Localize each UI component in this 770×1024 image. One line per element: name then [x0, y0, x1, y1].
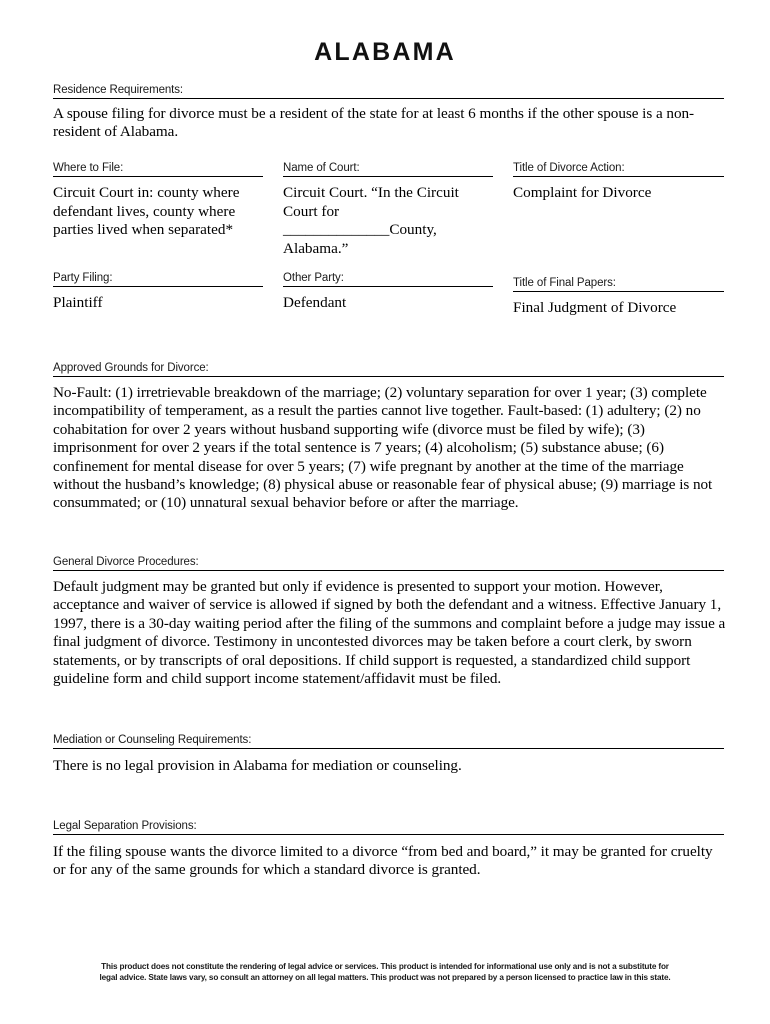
column-header-title-of-divorce-action [513, 162, 724, 177]
section-rule-residence-requirements [53, 98, 724, 99]
section-mediation-header [53, 734, 724, 749]
column-label-party-filing: Party Filing: [53, 272, 113, 284]
column-body-party-filing: Plaintiff [53, 294, 103, 311]
section-body-residence-requirements: A spouse filing for divorce must be a resident of the state for at least 6 months if the other spouse is a non-resident of Alabama. [53, 105, 695, 141]
section-body-approved-grounds: No-Fault: (1) irretrievable breakdown of the marriage; (2) voluntary separation for over 1 year; (3) complete incompatibility of temperament, as a result the parties cannot live together. Fault-based: (1) adultery; (2) no cohabitation for over 2 years without husband supporting wife (divorce must be filed by wife); (3) imprisonment for over 2 years if the total sentence is 7 years; (4) alcoholism; (5) substance abuse; (6) confinement for mental disease for over 5 years; (7) wife pregnant by another at the time of the marriage without the husband’s knowledge; (8) physical abuse or reasonable fear of physical abuse; (9) marriage is not consummated; or (10) unnatural sexual behavior before or after the marriage. [53, 384, 713, 512]
section-legal-separation-header [53, 820, 724, 835]
section-rule-general-procedures [53, 570, 724, 571]
column-rule-other-party [283, 286, 493, 287]
column-body-title-of-divorce-action: Complaint for Divorce [513, 184, 652, 201]
column-header-name-of-court [283, 162, 493, 177]
column-body-title-of-final-papers: Final Judgment of Divorce [513, 299, 677, 316]
section-general-procedures-header [53, 556, 724, 571]
column-title-of-final-papers [513, 277, 724, 318]
column-header-where-to-file [53, 162, 263, 177]
section-label-approved-grounds: Approved Grounds for Divorce: [53, 362, 209, 374]
page-title: ALABAMA [314, 38, 456, 66]
section-rule-approved-grounds [53, 376, 724, 377]
section-residence-requirements-header [53, 84, 724, 99]
section-body-legal-separation: If the filing spouse wants the divorce limited to a divorce “from bed and board,” it may be granted for cruelty or for any of the same grounds for which a standard divorce is granted. [53, 843, 713, 879]
column-body-where-to-file: Circuit Court in: county where defendant lives, county where parties lived when separated* [53, 184, 240, 239]
column-rule-name-of-court [283, 176, 493, 177]
column-title-of-divorce-action [513, 162, 724, 203]
column-header-party-filing [53, 272, 263, 287]
footer-line-1: This product does not constitute the rendering of legal advice or services. This product is intended for informational use only and is not a substitute for [101, 962, 669, 971]
column-header-other-party [283, 272, 493, 287]
section-rule-legal-separation [53, 834, 724, 835]
section-label-general-procedures: General Divorce Procedures: [53, 556, 199, 568]
section-approved-grounds-header [53, 362, 724, 377]
section-label-mediation: Mediation or Counseling Requirements: [53, 734, 252, 746]
column-header-title-of-final-papers [513, 277, 724, 292]
section-body-mediation: There is no legal provision in Alabama for mediation or counseling. [53, 757, 462, 774]
column-rule-title-of-final-papers [513, 291, 724, 292]
column-body-other-party: Defendant [283, 294, 347, 311]
column-label-other-party: Other Party: [283, 272, 344, 284]
column-label-title-of-divorce-action: Title of Divorce Action: [513, 162, 625, 174]
footer-disclaimer [0, 962, 770, 983]
footer-line-2: legal advice. State laws vary, so consult an attorney on all legal matters. This product was not prepared by a person licensed to practice law in this state. [99, 972, 671, 982]
column-name-of-court [283, 162, 493, 258]
column-body-name-of-court: Circuit Court. “In the Circuit Court for ______________County, Alabama.” [283, 184, 459, 257]
column-rule-title-of-divorce-action [513, 176, 724, 177]
section-body-general-procedures: Default judgment may be granted but only if evidence is presented to support your motion. However, acceptance and waiver of service is allowed if signed by both the defendant and a witness. Effective January 1, 1997, there is a 30-day waiting period after the filing of the summons and complaint before a judge may issue a final judgment of divorce. Testimony in uncontested divorces may be taken before a court clerk, by sworn statements, or by transcripts of oral depositions. If child support is requested, a standardized child support guideline form and child support income statement/affidavit must be filed. [53, 578, 726, 688]
column-party-filing [53, 272, 263, 313]
column-label-title-of-final-papers: Title of Final Papers: [513, 277, 616, 289]
column-where-to-file [53, 162, 263, 240]
section-label-residence-requirements: Residence Requirements: [53, 84, 184, 96]
column-other-party [283, 272, 493, 313]
column-rule-party-filing [53, 286, 263, 287]
column-label-name-of-court: Name of Court: [283, 162, 360, 174]
section-label-legal-separation: Legal Separation Provisions: [53, 820, 197, 832]
section-rule-mediation [53, 748, 724, 749]
column-rule-where-to-file [53, 176, 263, 177]
column-label-where-to-file: Where to File: [53, 162, 124, 174]
